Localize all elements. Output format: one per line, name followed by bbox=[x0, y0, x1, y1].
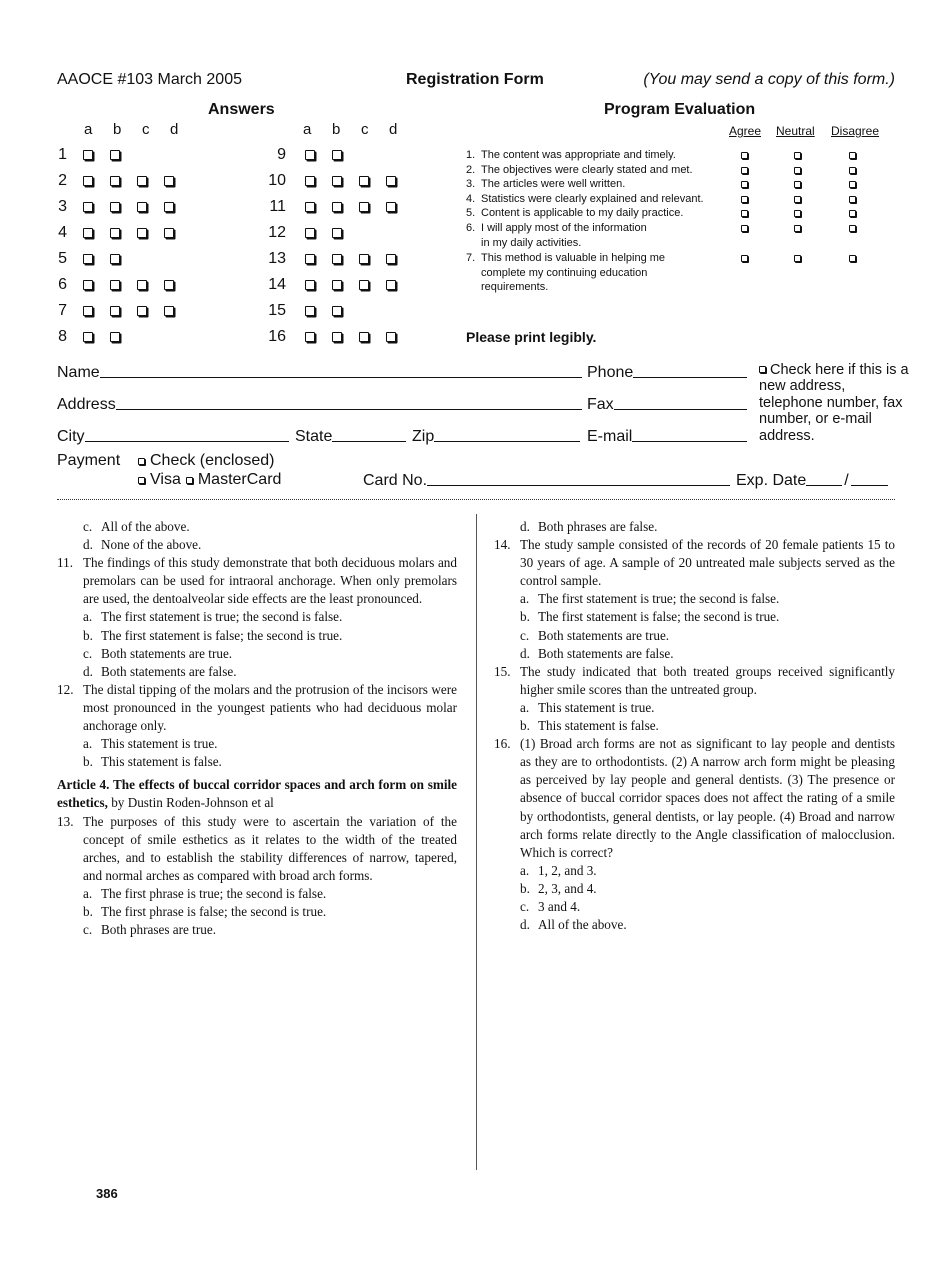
evaluation-neutral-checkbox[interactable] bbox=[794, 167, 801, 174]
answers-title: Answers bbox=[208, 101, 275, 118]
answer-option bbox=[57, 627, 457, 645]
exp-year-input-line[interactable] bbox=[851, 485, 888, 486]
question-13 bbox=[57, 813, 457, 940]
option-text: 3 and 4. bbox=[538, 898, 581, 914]
evaluation-item-text: This method is valuable in helping me complete my continuing education requirements. bbox=[481, 252, 666, 294]
option-text: The first statement is false; the second is true. bbox=[101, 627, 343, 643]
answer-number: 10 bbox=[268, 172, 286, 189]
answer-checkbox-a[interactable] bbox=[83, 176, 93, 186]
phone-field[interactable] bbox=[587, 362, 747, 382]
mastercard-checkbox[interactable] bbox=[186, 477, 193, 484]
answer-checkbox-d[interactable] bbox=[164, 228, 174, 238]
question-11 bbox=[57, 554, 457, 681]
question-text: The study sample consisted of the records of 20 female patients 15 to 30 years of age. A sample of 20 untreated male subjects served as the control sample. bbox=[520, 537, 895, 589]
answer-row bbox=[258, 222, 342, 244]
col-b: b bbox=[113, 121, 122, 138]
answer-option bbox=[494, 898, 895, 916]
evaluation-title: Program Evaluation bbox=[604, 101, 756, 118]
page-number: 386 bbox=[96, 1186, 118, 1201]
question-number: 14. bbox=[494, 537, 511, 553]
option-letter: d. bbox=[520, 917, 530, 933]
option-letter: c. bbox=[83, 519, 93, 534]
option-text: The first phrase is true; the second is false. bbox=[101, 885, 327, 901]
evaluation-disagree-checkbox[interactable] bbox=[849, 196, 856, 203]
question-stem bbox=[494, 663, 895, 699]
question-number: 11. bbox=[57, 555, 73, 571]
answer-option bbox=[494, 880, 895, 898]
answer-checkbox-a[interactable] bbox=[305, 280, 315, 290]
answer-option bbox=[57, 753, 457, 771]
question-text: The purposes of this study were to ascertain the variation of the concept of smile esthetics as it relates to the width of the treated arches, and to establish the stability differences of narrow, tapered, and normal arches as compared with broad arch forms. bbox=[83, 813, 457, 883]
option-text: Both statements are true. bbox=[101, 645, 233, 661]
option-letter: d. bbox=[83, 537, 93, 553]
answer-checkbox-b[interactable] bbox=[110, 332, 120, 342]
answer-number: 5 bbox=[58, 250, 67, 267]
evaluation-item-number: 5. bbox=[466, 207, 476, 219]
address-label: Address bbox=[57, 396, 116, 413]
answer-checkbox-b[interactable] bbox=[332, 332, 342, 342]
answer-checkbox-a[interactable] bbox=[83, 306, 93, 316]
answer-checkbox-a[interactable] bbox=[305, 254, 315, 264]
evaluation-item-number: 6. bbox=[466, 222, 476, 234]
state-label: State bbox=[295, 428, 333, 445]
answer-row bbox=[258, 274, 396, 296]
evaluation-item bbox=[466, 221, 651, 250]
question-number: 12. bbox=[57, 681, 74, 697]
card-number-field[interactable] bbox=[363, 470, 730, 490]
answer-row bbox=[258, 300, 342, 322]
card-number-input-line[interactable] bbox=[427, 485, 730, 486]
new-address-text: Check here if this is a new address, telephone number, fax number, or e-mail address. bbox=[759, 362, 909, 444]
answer-checkbox-b[interactable] bbox=[332, 150, 342, 160]
answer-row bbox=[57, 222, 174, 244]
fax-label: Fax bbox=[587, 396, 614, 413]
option-letter: d. bbox=[520, 645, 530, 661]
answer-row bbox=[258, 196, 396, 218]
answer-checkbox-a[interactable] bbox=[83, 254, 93, 264]
option-text: This statement is true. bbox=[101, 736, 218, 752]
option-letter: d. bbox=[520, 519, 530, 534]
option-text: All of the above. bbox=[101, 519, 190, 534]
answer-option bbox=[494, 699, 895, 717]
answer-checkbox-a[interactable] bbox=[305, 332, 315, 342]
answer-number: 8 bbox=[58, 328, 67, 345]
evaluation-agree-checkbox[interactable] bbox=[741, 210, 748, 217]
answer-option bbox=[57, 921, 457, 939]
visa-label: Visa bbox=[150, 471, 181, 488]
state-input-line[interactable] bbox=[332, 441, 406, 442]
option-letter: d. bbox=[83, 663, 93, 679]
answer-row bbox=[57, 144, 120, 166]
check-checkbox[interactable] bbox=[138, 458, 145, 465]
answer-option bbox=[57, 885, 457, 903]
question-16 bbox=[494, 735, 895, 934]
fax-field[interactable] bbox=[587, 394, 747, 414]
question-stem bbox=[494, 536, 895, 590]
answer-checkbox-c[interactable] bbox=[359, 332, 369, 342]
answer-number: 16 bbox=[268, 328, 286, 345]
state-field[interactable] bbox=[295, 426, 406, 446]
column-divider bbox=[476, 514, 477, 1170]
answer-row bbox=[258, 326, 396, 348]
option-letter: c. bbox=[520, 898, 530, 914]
option-text: All of the above. bbox=[538, 917, 627, 933]
evaluation-item bbox=[466, 163, 741, 178]
answer-row bbox=[57, 326, 120, 348]
question-number: 13. bbox=[57, 813, 74, 829]
option-letter: a. bbox=[83, 736, 93, 752]
evaluation-item bbox=[466, 251, 676, 295]
option-text: Both statements are true. bbox=[538, 627, 670, 643]
evaluation-item-text: The objectives were clearly stated and met. bbox=[481, 164, 693, 176]
question-stem bbox=[494, 735, 895, 862]
answer-checkbox-a[interactable] bbox=[305, 150, 315, 160]
answer-checkbox-c[interactable] bbox=[137, 202, 147, 212]
answer-checkbox-b[interactable] bbox=[332, 176, 342, 186]
fax-input-line[interactable] bbox=[614, 409, 747, 410]
question-14 bbox=[494, 536, 895, 663]
evaluation-agree-checkbox[interactable] bbox=[741, 181, 748, 188]
evaluation-item-number: 1. bbox=[466, 149, 476, 161]
answer-checkbox-b[interactable] bbox=[110, 202, 120, 212]
answer-row bbox=[57, 196, 174, 218]
option-letter: a. bbox=[520, 862, 530, 878]
option-text: Both phrases are true. bbox=[101, 922, 216, 938]
evaluation-item bbox=[466, 177, 741, 192]
answer-number: 15 bbox=[268, 302, 286, 319]
evaluation-disagree-checkbox[interactable] bbox=[849, 152, 856, 159]
city-field[interactable] bbox=[57, 426, 289, 446]
questions-right-column bbox=[494, 518, 895, 934]
answer-checkbox-a[interactable] bbox=[83, 280, 93, 290]
question-stem bbox=[57, 554, 457, 608]
evaluation-item-text: Statistics were clearly explained and relevant. bbox=[481, 193, 704, 205]
evaluation-agree-checkbox[interactable] bbox=[741, 255, 748, 262]
form-code: AAOCE #103 March 2005 bbox=[57, 71, 242, 88]
answer-checkbox-a[interactable] bbox=[83, 332, 93, 342]
answer-option bbox=[494, 518, 895, 536]
option-text: This statement is false. bbox=[538, 718, 659, 734]
col-c: c bbox=[361, 121, 369, 138]
answer-checkbox-b[interactable] bbox=[332, 228, 342, 238]
address-field[interactable] bbox=[57, 394, 582, 414]
answer-checkbox-b[interactable] bbox=[110, 150, 120, 160]
answer-checkbox-d[interactable] bbox=[164, 280, 174, 290]
evaluation-item-text: Content is applicable to my daily practice. bbox=[481, 207, 684, 219]
answer-option bbox=[57, 735, 457, 753]
col-d: d bbox=[170, 121, 179, 138]
answer-number: 2 bbox=[58, 172, 67, 189]
email-input-line[interactable] bbox=[632, 441, 747, 442]
answer-row bbox=[57, 170, 174, 192]
question-text: (1) Broad arch forms are not as significant to lay people and dentists as they are to orthodontists. (2) A narrow arch form might be pleasing as perceived by lay people and general dentists. (3) The presence or absence of buccal corridor spaces does not affect the rating of a smile by orthodontists, general dentists, or lay people. (4) Broad and narrow arch forms relate directly to the Angle classification of malocclusion. Which is correct? bbox=[520, 736, 895, 860]
email-label: E-mail bbox=[587, 428, 633, 445]
article-heading bbox=[57, 776, 457, 812]
answer-checkbox-c[interactable] bbox=[359, 202, 369, 212]
evaluation-item-number: 2. bbox=[466, 164, 476, 176]
question-text: The findings of this study demonstrate that both deciduous molars and premolars can be used for intraoral anchorage. When only premolars are used, the dentoalveolar side effects are the least pronounced. bbox=[83, 555, 457, 607]
answer-checkbox-d[interactable] bbox=[386, 332, 396, 342]
answer-number: 6 bbox=[58, 276, 67, 293]
answer-row bbox=[258, 144, 342, 166]
evaluation-neutral-checkbox[interactable] bbox=[794, 152, 801, 159]
evaluation-item-number: 7. bbox=[466, 252, 476, 264]
answer-checkbox-b[interactable] bbox=[332, 254, 342, 264]
col-d: d bbox=[389, 121, 398, 138]
evaluation-agree-checkbox[interactable] bbox=[741, 225, 748, 232]
option-letter: c. bbox=[83, 922, 93, 938]
scale-disagree: Disagree bbox=[831, 124, 880, 138]
answer-checkbox-d[interactable] bbox=[164, 202, 174, 212]
option-text: The first statement is true; the second is false. bbox=[101, 609, 343, 625]
option-text: The first statement is true; the second is false. bbox=[538, 591, 780, 607]
question-15 bbox=[494, 663, 895, 735]
answer-checkbox-b[interactable] bbox=[110, 306, 120, 316]
answer-option bbox=[57, 518, 457, 536]
scale-neutral: Neutral bbox=[776, 124, 815, 138]
answer-number: 11 bbox=[269, 198, 286, 215]
answer-checkbox-c[interactable] bbox=[359, 280, 369, 290]
answer-number: 9 bbox=[277, 146, 286, 163]
evaluation-disagree-checkbox[interactable] bbox=[849, 255, 856, 262]
evaluation-agree-checkbox[interactable] bbox=[741, 167, 748, 174]
evaluation-disagree-checkbox[interactable] bbox=[849, 225, 856, 232]
option-text: This statement is true. bbox=[538, 699, 655, 715]
name-label: Name bbox=[57, 364, 100, 381]
option-text: 1, 2, and 3. bbox=[538, 862, 597, 878]
answer-row bbox=[57, 274, 174, 296]
answer-checkbox-d[interactable] bbox=[164, 306, 174, 316]
evaluation-agree-checkbox[interactable] bbox=[741, 196, 748, 203]
answer-option bbox=[494, 916, 895, 934]
email-field[interactable] bbox=[587, 426, 747, 446]
question-text: The study indicated that both treated groups received significantly higher smile scores than the untreated group. bbox=[520, 663, 895, 697]
evaluation-neutral-checkbox[interactable] bbox=[794, 181, 801, 188]
answer-option bbox=[494, 717, 895, 735]
option-text: This statement is false. bbox=[101, 754, 222, 770]
answer-option bbox=[494, 645, 895, 663]
option-letter: a. bbox=[520, 699, 530, 715]
answer-number: 12 bbox=[268, 224, 286, 241]
option-letter: b. bbox=[520, 609, 530, 625]
name-input-line[interactable] bbox=[100, 377, 582, 378]
answer-number: 14 bbox=[268, 276, 286, 293]
zip-field[interactable] bbox=[412, 426, 580, 446]
option-text: Both statements are false. bbox=[538, 645, 674, 661]
evaluation-item-number: 3. bbox=[466, 178, 476, 190]
option-letter: b. bbox=[520, 880, 530, 896]
option-text: The first phrase is false; the second is true. bbox=[101, 903, 327, 919]
answer-option bbox=[494, 608, 895, 626]
evaluation-agree-checkbox[interactable] bbox=[741, 152, 748, 159]
evaluation-item bbox=[466, 192, 741, 207]
option-letter: a. bbox=[83, 609, 93, 625]
payment-check-option[interactable] bbox=[138, 452, 275, 470]
name-field[interactable] bbox=[57, 362, 582, 382]
answer-row bbox=[258, 248, 396, 270]
answer-checkbox-a[interactable] bbox=[305, 306, 315, 316]
scale-agree: Agree bbox=[729, 124, 762, 138]
option-letter: c. bbox=[520, 627, 530, 643]
answer-row bbox=[57, 300, 174, 322]
answer-option bbox=[494, 862, 895, 880]
answer-checkbox-d[interactable] bbox=[386, 254, 396, 264]
zip-label: Zip bbox=[412, 428, 435, 445]
question-text: The distal tipping of the molars and the protrusion of the incisors were most pronounced in the youngest patients who had deciduous molar anchorage only. bbox=[83, 681, 457, 734]
article-author: by Dustin Roden-Johnson et al bbox=[107, 795, 274, 811]
questions-left-column bbox=[57, 518, 457, 939]
evaluation-item bbox=[466, 206, 741, 221]
copy-note: (You may send a copy of this form.) bbox=[643, 71, 895, 88]
answer-checkbox-c[interactable] bbox=[359, 254, 369, 264]
answer-checkbox-b[interactable] bbox=[110, 280, 120, 290]
answer-checkbox-d[interactable] bbox=[386, 280, 396, 290]
answer-checkbox-c[interactable] bbox=[359, 176, 369, 186]
option-letter: b. bbox=[83, 627, 93, 643]
exp-month-input-line[interactable] bbox=[806, 485, 842, 486]
col-a: a bbox=[84, 121, 93, 138]
answer-checkbox-b[interactable] bbox=[332, 306, 342, 316]
answer-checkbox-a[interactable] bbox=[305, 228, 315, 238]
question-number: 16. bbox=[494, 736, 511, 752]
answer-checkbox-d[interactable] bbox=[386, 176, 396, 186]
answer-row bbox=[258, 170, 396, 192]
zip-input-line[interactable] bbox=[434, 441, 580, 442]
answer-checkbox-b[interactable] bbox=[110, 176, 120, 186]
answer-checkbox-a[interactable] bbox=[83, 150, 93, 160]
evaluation-item bbox=[466, 148, 741, 163]
option-letter: a. bbox=[83, 885, 93, 901]
answer-number: 13 bbox=[268, 250, 286, 267]
question-12 bbox=[57, 681, 457, 771]
answer-checkbox-b[interactable] bbox=[332, 202, 342, 212]
evaluation-item-text: The articles were well written. bbox=[481, 178, 626, 190]
answer-row bbox=[57, 248, 120, 270]
col-c: c bbox=[142, 121, 150, 138]
option-text: Both phrases are false. bbox=[538, 519, 658, 534]
option-text: 2, 3, and 4. bbox=[538, 880, 597, 896]
answer-number: 7 bbox=[58, 302, 67, 319]
question-stem bbox=[57, 681, 457, 735]
exp-separator: / bbox=[844, 472, 849, 489]
answer-option bbox=[57, 663, 457, 681]
answer-checkbox-a[interactable] bbox=[83, 228, 93, 238]
answer-option bbox=[57, 608, 457, 626]
visa-checkbox[interactable] bbox=[138, 477, 145, 484]
option-text: None of the above. bbox=[101, 537, 202, 553]
mastercard-label: MasterCard bbox=[197, 471, 282, 488]
answer-option bbox=[57, 903, 457, 921]
option-letter: b. bbox=[83, 903, 93, 919]
city-input-line[interactable] bbox=[85, 441, 289, 442]
new-address-note bbox=[759, 362, 909, 444]
evaluation-item-text: I will apply most of the information in my daily activities. bbox=[481, 222, 647, 249]
answer-checkbox-b[interactable] bbox=[332, 280, 342, 290]
payment-card-options bbox=[138, 471, 281, 489]
evaluation-disagree-checkbox[interactable] bbox=[849, 181, 856, 188]
option-letter: b. bbox=[83, 754, 93, 770]
option-text: Both statements are false. bbox=[101, 663, 237, 679]
answer-checkbox-d[interactable] bbox=[164, 176, 174, 186]
new-address-checkbox[interactable] bbox=[759, 366, 766, 373]
question-stem bbox=[57, 813, 457, 885]
evaluation-item-text: The content was appropriate and timely. bbox=[481, 149, 676, 161]
phone-label: Phone bbox=[587, 364, 634, 381]
article-title: Article 4. The effects of buccal corridor spaces and arch form on smile esthetics, bbox=[57, 777, 457, 811]
exp-date-label: Exp. Date bbox=[736, 472, 807, 489]
evaluation-disagree-checkbox[interactable] bbox=[849, 210, 856, 217]
card-number-label: Card No. bbox=[363, 472, 428, 489]
col-a: a bbox=[303, 121, 312, 138]
col-b: b bbox=[332, 121, 341, 138]
payment-label: Payment bbox=[57, 452, 121, 469]
answer-checkbox-c[interactable] bbox=[137, 228, 147, 238]
option-letter: a. bbox=[520, 591, 530, 607]
evaluation-item-number: 4. bbox=[466, 193, 476, 205]
answer-checkbox-c[interactable] bbox=[137, 176, 147, 186]
answer-checkbox-d[interactable] bbox=[386, 202, 396, 212]
evaluation-disagree-checkbox[interactable] bbox=[849, 167, 856, 174]
print-legibly-note: Please print legibly. bbox=[466, 329, 597, 345]
question-number: 15. bbox=[494, 663, 511, 679]
answer-option bbox=[494, 590, 895, 608]
answer-number: 4 bbox=[58, 224, 67, 241]
answer-checkbox-b[interactable] bbox=[110, 228, 120, 238]
answer-checkbox-a[interactable] bbox=[305, 176, 315, 186]
check-label: Check (enclosed) bbox=[150, 452, 275, 469]
answer-option bbox=[57, 645, 457, 663]
evaluation-neutral-checkbox[interactable] bbox=[794, 210, 801, 217]
evaluation-neutral-checkbox[interactable] bbox=[794, 196, 801, 203]
evaluation-neutral-checkbox[interactable] bbox=[794, 225, 801, 232]
option-letter: b. bbox=[520, 718, 530, 734]
phone-input-line[interactable] bbox=[633, 377, 747, 378]
answer-checkbox-c[interactable] bbox=[137, 280, 147, 290]
answer-checkbox-b[interactable] bbox=[110, 254, 120, 264]
address-input-line[interactable] bbox=[116, 409, 582, 410]
answer-option bbox=[57, 536, 457, 554]
cut-line bbox=[57, 499, 895, 500]
answer-checkbox-c[interactable] bbox=[137, 306, 147, 316]
answer-option bbox=[494, 627, 895, 645]
form-title: Registration Form bbox=[406, 71, 544, 88]
option-text: The first statement is false; the second is true. bbox=[538, 609, 780, 625]
option-letter: c. bbox=[83, 645, 93, 661]
city-label: City bbox=[57, 428, 85, 445]
answer-number: 3 bbox=[58, 198, 67, 215]
answer-checkbox-a[interactable] bbox=[83, 202, 93, 212]
evaluation-neutral-checkbox[interactable] bbox=[794, 255, 801, 262]
exp-date-field[interactable] bbox=[736, 470, 888, 490]
answer-number: 1 bbox=[58, 146, 67, 163]
answer-checkbox-a[interactable] bbox=[305, 202, 315, 212]
